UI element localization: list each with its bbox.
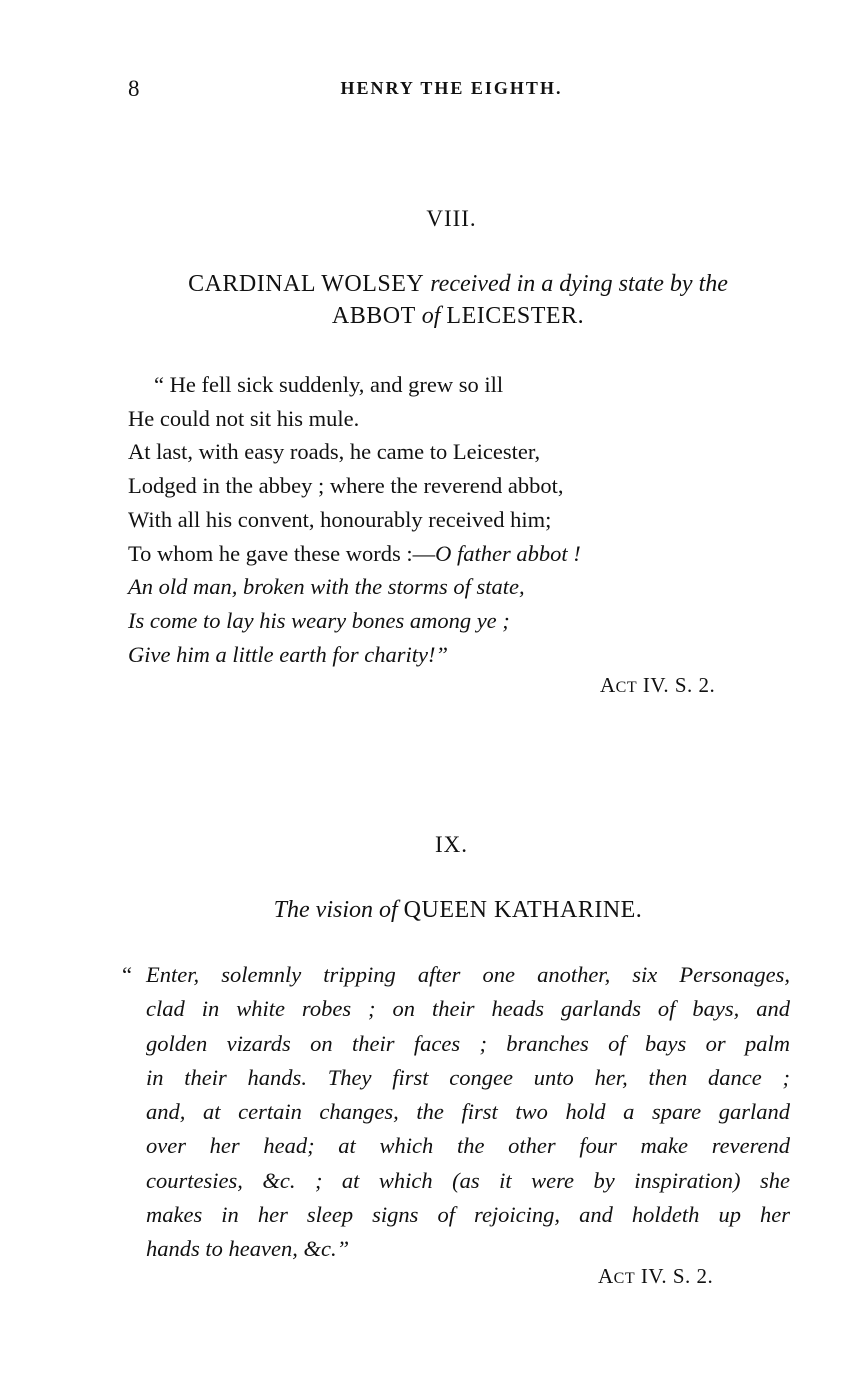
citation-initial: A (600, 673, 616, 697)
heading-queen-katharine: QUEEN KATHARINE. (403, 897, 643, 923)
citation-tail: IV. S. 2. (635, 1264, 714, 1288)
verse-line: Give him a little earth for charity!” (128, 641, 448, 667)
stage-line: makes in her sleep signs of rejoicing, and holdeth up her (146, 1202, 790, 1228)
verse-line: At last, with easy roads, he came to Leicester, (128, 439, 541, 465)
verse-line: An old man, broken with the storms of state, (128, 574, 525, 600)
citation-tail: IV. S. 2. (637, 673, 716, 697)
verse-line: Lodged in the abbey ; where the reverend abbot, (128, 473, 564, 499)
heading-of: of (421, 303, 441, 329)
stage-line: over her head; at which the other four make reverend (146, 1133, 790, 1159)
section-heading-ix (128, 894, 788, 926)
stage-line: and, at certain changes, the first two hold a spare garland (146, 1099, 790, 1125)
citation-initial: A (598, 1264, 614, 1288)
verse-line: With all his convent, honourably received him; (128, 506, 552, 532)
stage-line: in their hands. They first congee unto her, then dance ; (146, 1064, 790, 1090)
section-heading-viii (128, 268, 788, 332)
verse-line: “ He fell sick suddenly, and grew so ill (154, 372, 504, 397)
citation-ix (598, 1264, 713, 1289)
stage-line: clad in white robes ; on their heads garlands of bays, and (146, 996, 790, 1022)
stage-line: courtesies, &c. ; at which (as it were by inspiration) she (146, 1167, 790, 1193)
verse-line-italic: O father abbot ! (435, 540, 581, 566)
page-number: 8 (128, 76, 141, 101)
verse-line (128, 537, 768, 571)
section-number-ix: IX. (434, 832, 469, 857)
heading-name: CARDINAL WOLSEY (188, 271, 425, 297)
citation-viii (600, 673, 715, 698)
stage-line: hands to heaven, &c.” (146, 1236, 350, 1262)
running-title: HENRY THE EIGHTH. (340, 78, 563, 98)
heading-abbot: ABBOT (331, 303, 416, 329)
verse-quotation (128, 368, 768, 671)
stage-line-text: Enter, solemnly tripping after one another, six Personages, (146, 962, 790, 987)
citation-smallcaps: CT (613, 1270, 636, 1287)
stage-line: golden vizards on their faces ; branches of bays or palm (146, 1030, 790, 1056)
stage-line (122, 958, 790, 992)
open-quote: “ (122, 962, 132, 987)
citation-smallcaps: CT (615, 679, 638, 696)
verse-line-roman: To whom he gave these words :— (128, 540, 436, 566)
verse-line: Is come to lay his weary bones among ye ; (128, 607, 510, 633)
verse-line: He could not sit his mule. (128, 405, 360, 431)
stage-direction (122, 958, 790, 1267)
heading-vision-of: The vision of (273, 897, 398, 923)
heading-leicester: LEICESTER. (446, 303, 585, 329)
heading-italic-phrase: received in a dying state by the (430, 271, 728, 297)
section-number-viii: VIII. (426, 206, 477, 231)
